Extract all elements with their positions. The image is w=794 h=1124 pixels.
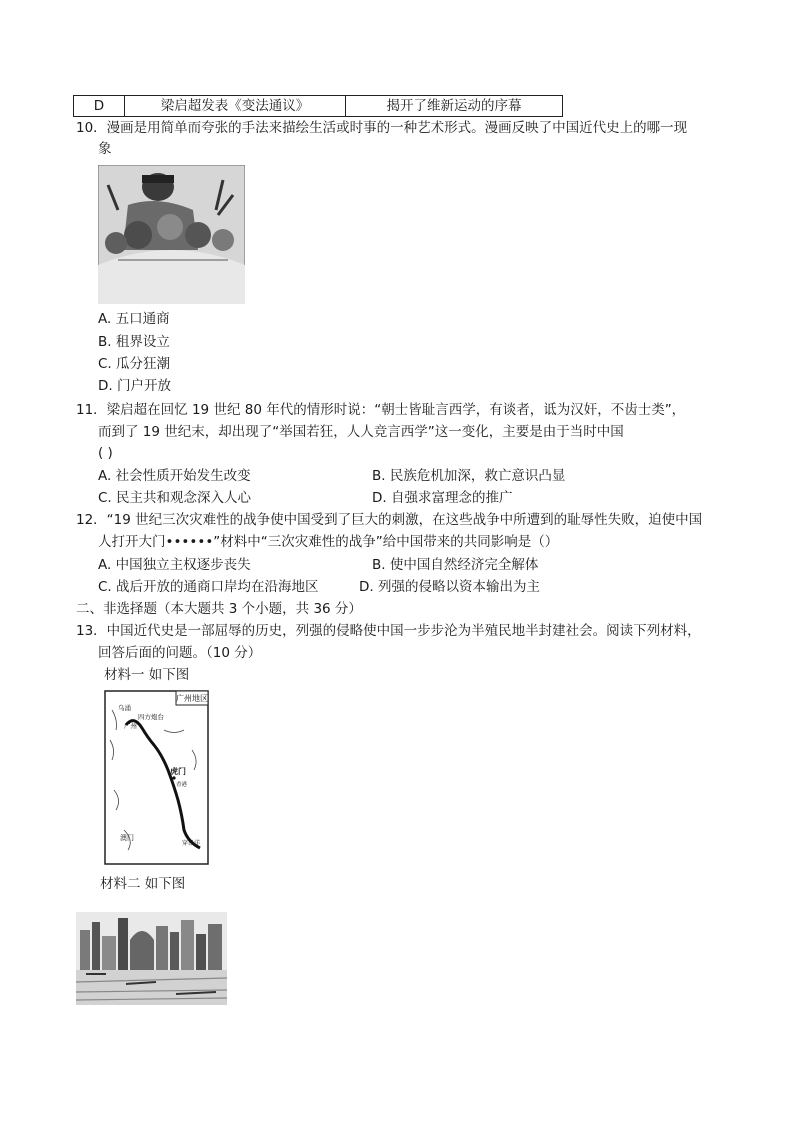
- q10-stem-line2: 象: [98, 141, 112, 157]
- q11-stem-line2: 而到了 19 世纪末，却出现了“举国若狂，人人竞言西学”这一变化，主要是由于当时中国: [98, 424, 624, 440]
- map-label-humen: 虎门: [170, 767, 186, 776]
- q13-stem-line2: 回答后面的问题。（10 分）: [98, 645, 262, 661]
- q12-option-b: B. 使中国自然经济完全解体: [372, 557, 539, 573]
- q12-option-a: A. 中国独立主权逐步丧失: [98, 557, 251, 573]
- map-label-guangzhou: 广州: [124, 722, 137, 730]
- map-label-hongkong: 香港: [176, 782, 188, 788]
- q11-stem-line3: ( ): [98, 445, 113, 461]
- table-row: [74, 96, 563, 117]
- guangzhou-map: [104, 690, 209, 865]
- q12-stem-line1: 12．“19 世纪三次灾难性的战争使中国受到了巨大的刺激，在这些战争中所遭到的耻辱性失败，迫使中国: [76, 512, 703, 528]
- table-cell-letter: D: [74, 96, 125, 117]
- q10-option-a: A. 五口通商: [98, 311, 170, 327]
- table-cell-event: 梁启超发表《变法通议》: [125, 96, 346, 117]
- q11-option-c: C. 民主共和观念深入人心: [98, 490, 252, 506]
- answer-table: [73, 95, 563, 117]
- map-label-chuanbi: 穿鼻洋: [182, 840, 201, 847]
- q10-option-c: C. 瓜分狂潮: [98, 356, 171, 372]
- q10-option-d: D. 门户开放: [98, 378, 171, 394]
- map-label-wuyong: 乌涌: [118, 704, 131, 712]
- cartoon-image: [98, 165, 245, 304]
- q11-option-d: D. 自强求富理念的推广: [372, 490, 513, 506]
- city-photo: [76, 912, 227, 1005]
- q12-option-d: D. 列强的侵略以资本输出为主: [359, 579, 540, 595]
- map-label-macau: 澳门: [120, 834, 134, 842]
- material-two-label: 材料二 如下图: [100, 876, 186, 892]
- q12-option-c: C. 战后开放的通商口岸均在沿海地区: [98, 579, 319, 595]
- q13-stem-line1: 13．中国近代史是一部屈辱的历史，列强的侵略使中国一步步沦为半殖民地半封建社会。阅读下列材料，: [76, 623, 701, 639]
- q11-option-b: B. 民族危机加深，救亡意识凸显: [372, 468, 566, 484]
- q11-stem-line1: 11．梁启超在回忆 19 世纪 80 年代的情形时说：“朝士皆耻言西学，有谈者，诋为汉奸，不齿士类”，: [76, 402, 686, 418]
- table-cell-effect: 揭开了维新运动的序幕: [346, 96, 563, 117]
- q10-option-b: B. 租界设立: [98, 334, 170, 350]
- q10-stem-line1: 10．漫画是用简单而夸张的手法来描绘生活或时事的一种艺术形式。漫画反映了中国近代史上的哪一现: [76, 120, 688, 136]
- material-one-label: 材料一 如下图: [104, 667, 190, 683]
- map-title: 广州地区: [176, 694, 208, 703]
- q12-stem-line2: 人打开大门••••••”材料中“三次灾难性的战争”给中国带来的共同影响是（）: [98, 534, 559, 550]
- section-heading: 二、非选择题（本大题共 3 个小题，共 36 分）: [76, 601, 362, 617]
- q11-option-a: A. 社会性质开始发生改变: [98, 468, 251, 484]
- map-label-sifang-fort: 四方炮台: [138, 713, 164, 721]
